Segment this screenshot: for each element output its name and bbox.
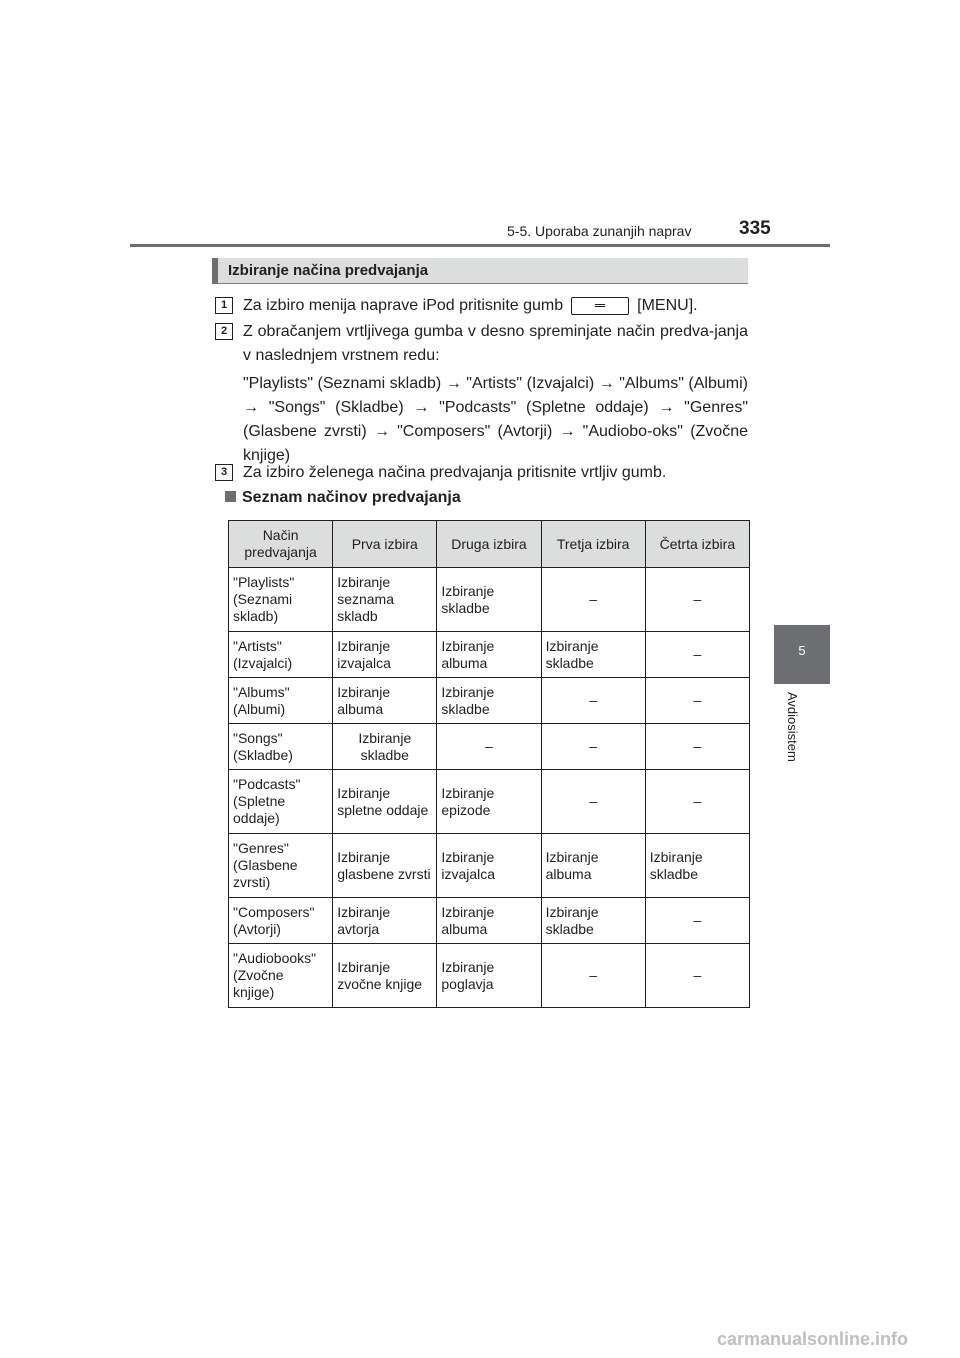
play-modes-table: [228, 520, 750, 1008]
table-cell: Izbiranje albuma: [437, 898, 541, 944]
step-1-text-after: [MENU].: [637, 297, 698, 314]
table-cell: Izbiranje poglavja: [437, 944, 541, 1008]
table-row: [229, 632, 750, 678]
table-cell: –: [541, 678, 645, 724]
running-header-section: 5-5. Uporaba zunanjih naprav: [507, 223, 692, 239]
table-cell: "Audiobooks" (Zvočne knjige): [229, 944, 333, 1008]
table-row: [229, 724, 750, 770]
table-cell: Izbiranje skladbe: [541, 632, 645, 678]
table-cell: –: [645, 678, 749, 724]
step-2-text: Z obračanjem vrtljivega gumba v desno spreminjate način predva-janja v naslednjem vrstnem redu:: [243, 323, 748, 364]
table-cell: "Composers" (Avtorji): [229, 898, 333, 944]
chapter-number: 5: [798, 643, 806, 658]
table-cell: Izbiranje skladbe: [437, 678, 541, 724]
square-bullet-icon: [225, 491, 236, 502]
table-cell: Izbiranje skladbe: [437, 568, 541, 632]
table-cell: –: [541, 770, 645, 834]
table-header-cell: Prva izbira: [333, 521, 437, 568]
table-cell: Izbiranje albuma: [541, 834, 645, 898]
table-cell: "Artists" (Izvajalci): [229, 632, 333, 678]
table-row: [229, 678, 750, 724]
menu-button-icon: [571, 297, 629, 315]
table-cell: Izbiranje spletne oddaje: [333, 770, 437, 834]
step-1-text: [243, 294, 748, 318]
table-cell: –: [645, 770, 749, 834]
table-header-cell: Četrta izbira: [645, 521, 749, 568]
table-cell: Izbiranje skladbe: [541, 898, 645, 944]
step-3-badge: 3: [215, 464, 233, 481]
chapter-label: Avdiosistem: [785, 692, 800, 762]
table-row: [229, 770, 750, 834]
table-cell: –: [541, 944, 645, 1008]
table-row: [229, 944, 750, 1008]
table-cell: –: [541, 568, 645, 632]
step-3-text: Za izbiro želenega načina predvajanja pritisnite vrtljiv gumb.: [243, 464, 667, 481]
table-cell: Izbiranje glasbene zvrsti: [333, 834, 437, 898]
table-cell: –: [437, 724, 541, 770]
table-cell: "Songs" (Skladbe): [229, 724, 333, 770]
table-cell: Izbiranje seznama skladb: [333, 568, 437, 632]
table-cell: Izbiranje albuma: [333, 678, 437, 724]
table-cell: Izbiranje izvajalca: [333, 632, 437, 678]
table-cell: "Playlists" (Seznami skladb): [229, 568, 333, 632]
table-cell: –: [541, 724, 645, 770]
table-cell: Izbiranje izvajalca: [437, 834, 541, 898]
page-number: 335: [739, 218, 771, 239]
table-cell: Izbiranje epizode: [437, 770, 541, 834]
section-heading-bar: [212, 258, 748, 284]
table-cell: –: [645, 568, 749, 632]
table-cell: –: [645, 898, 749, 944]
watermark: carmanualsonline.info: [717, 1329, 909, 1349]
table-cell: Izbiranje skladbe: [645, 834, 749, 898]
table-cell: Izbiranje skladbe: [333, 724, 437, 770]
table-cell: "Albums" (Albumi): [229, 678, 333, 724]
table-header-cell: Način predvajanja: [229, 521, 333, 568]
table-header-cell: Druga izbira: [437, 521, 541, 568]
subheading-text: Seznam načinov predvajanja: [242, 489, 461, 506]
table-cell: "Genres" (Glasbene zvrsti): [229, 834, 333, 898]
table-cell: "Podcasts" (Spletne oddaje): [229, 770, 333, 834]
section-title: Izbiranje načina predvajanja: [228, 262, 429, 279]
table-cell: –: [645, 724, 749, 770]
table-header-cell: Tretja izbira: [541, 521, 645, 568]
table-cell: Izbiranje albuma: [437, 632, 541, 678]
table-row: [229, 898, 750, 944]
step-1-badge: 1: [215, 297, 233, 314]
step-2-sequence: "Playlists" (Seznami skladb) → "Artists" (Izvajalci) → "Albums" (Albumi) → "Songs" (Skladbe) → "Podcasts" (Spletne oddaje) → "Genres" (Glasbene zvrsti) → "Composers" (Avtorji) → "Audiobo-oks" (Zvočne knjige): [243, 375, 748, 464]
subheading: [225, 489, 461, 507]
table-cell: –: [645, 944, 749, 1008]
table-cell: Izbiranje zvočne knjige: [333, 944, 437, 1008]
table-cell: Izbiranje avtorja: [333, 898, 437, 944]
step-1-text-before: Za izbiro menija naprave iPod pritisnite gumb: [243, 297, 564, 314]
chapter-tab: [774, 625, 830, 684]
table-row: [229, 834, 750, 898]
table-row: [229, 568, 750, 632]
table-header-row: [229, 521, 750, 568]
header-rule: [130, 244, 830, 247]
step-2-badge: 2: [215, 323, 233, 340]
table-cell: –: [645, 632, 749, 678]
